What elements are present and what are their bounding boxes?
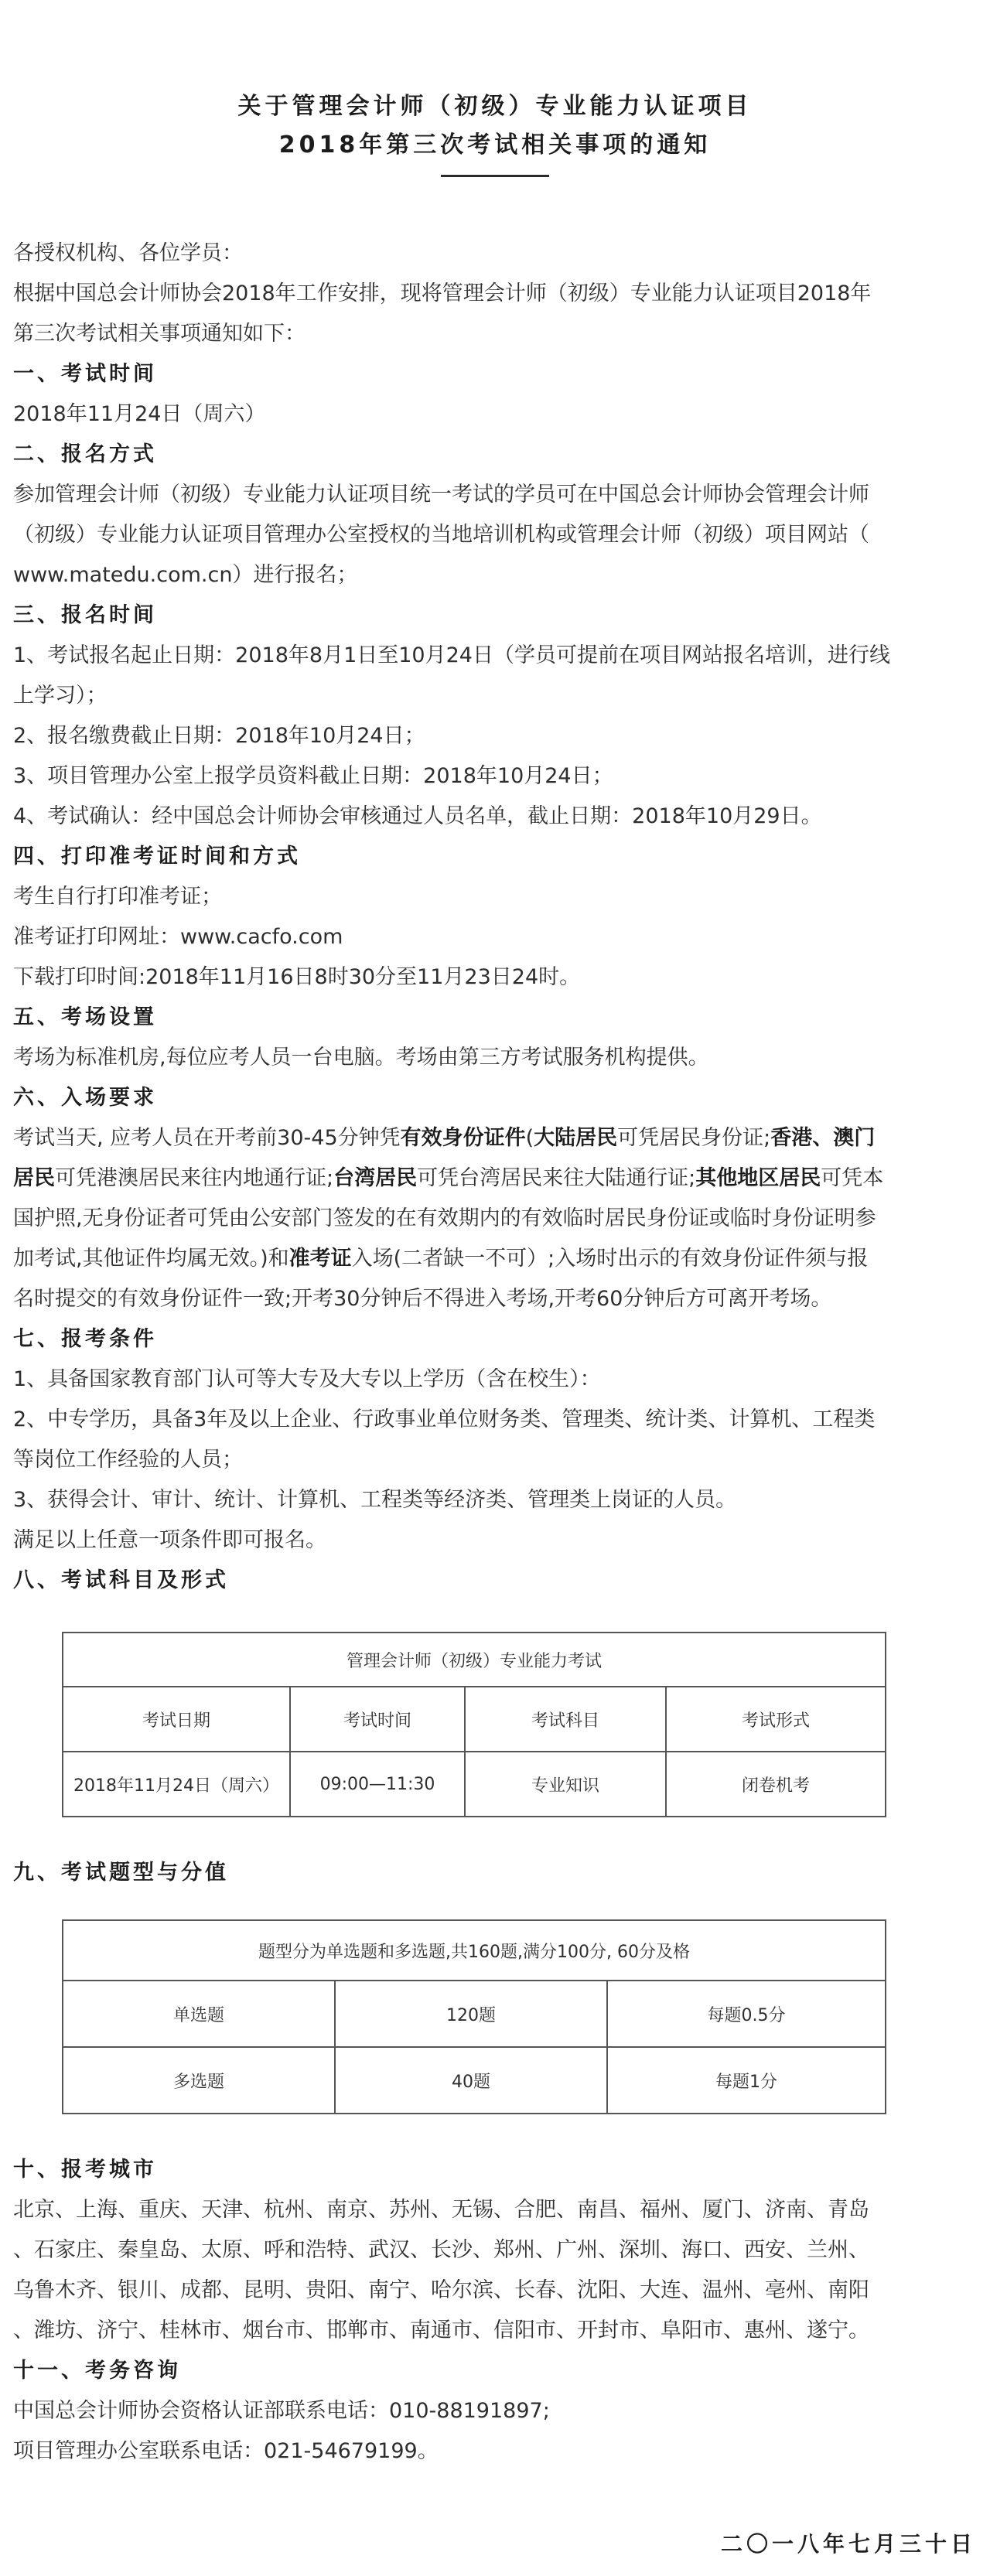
exam-cities-line-3: 乌鲁木齐、银川、成都、昆明、贵阳、南宁、哈尔滨、长春、沈阳、大连、温州、亳州、南阳	[13, 2278, 869, 2302]
section-4-heading: 四、打印准考证时间和方式	[13, 844, 301, 868]
section-1-heading: 一、考试时间	[13, 362, 157, 386]
entry-requirement-line-5: 名时提交的有效身份证件一致;开考30分钟后不得进入考场,开考60分钟后方可离开考场。	[13, 1287, 832, 1311]
admission-print-2: 准考证打印网址：www.cacfo.com	[13, 925, 343, 949]
registration-item-1a: 1、考试报名起止日期：2018年8月1日至10月24日（学员可提前在项目网站报名培训，进行线	[13, 643, 890, 667]
registration-item-1b: 上学习）；	[13, 684, 108, 708]
section-10-heading: 十、报考城市	[13, 2158, 157, 2182]
table-cell: 闭卷机考	[666, 1752, 886, 1817]
registration-method-2: （初级）专业能力认证项目管理办公室授权的当地培训机构或管理会计师（初级）项目网站（	[13, 523, 869, 547]
admission-print-1: 考生自行打印准考证；	[13, 885, 222, 909]
registration-method-1: 参加管理会计师（初级）专业能力认证项目统一考试的学员可在中国总会计师协会管理会计师	[13, 483, 869, 507]
exam-subject-table	[62, 1632, 886, 1817]
table-cell: 120题	[335, 1981, 607, 2047]
exam-cities-line-4: 、潍坊、济宁、桂林市、烟台市、邯郸市、南通市、信阳市、开封市、阜阳市、惠州、遂宁。	[13, 2318, 869, 2342]
table-cell: 专业知识	[465, 1752, 666, 1817]
registration-item-3: 3、项目管理办公室上报学员资料截止日期：2018年10月24日；	[13, 764, 613, 788]
section-7-heading: 七、报考条件	[13, 1327, 157, 1351]
salutation: 各授权机构、各位学员：	[13, 241, 243, 265]
exam-cities-line-1: 北京、上海、重庆、天津、杭州、南京、苏州、无锡、合肥、南昌、福州、厦门、济南、青岛	[13, 2198, 869, 2222]
table-header-cell: 考试形式	[666, 1687, 886, 1752]
table-header-cell: 考试时间	[290, 1687, 465, 1752]
section-6-heading: 六、入场要求	[13, 1086, 157, 1110]
table-header-cell: 考试日期	[63, 1687, 290, 1752]
title-line-2: 2018年第三次考试相关事项的通知	[278, 131, 712, 159]
question-type-table	[62, 1919, 886, 2114]
eligibility-item-2a: 2、中专学历，具备3年及以上企业、行政事业单位财务类、管理类、统计类、计算机、工程类	[13, 1407, 876, 1431]
exam-date-text: 2018年11月24日（周六）	[13, 402, 266, 426]
entry-requirement-line-1: 考试当天, 应考人员在开考前30-45分钟凭有效身份证件(大陆居民可凭居民身份证;香港、澳门	[13, 1126, 876, 1150]
table-cell: 40题	[335, 2047, 607, 2114]
section-8-heading: 八、考试科目及形式	[13, 1568, 229, 1592]
registration-item-2: 2、报名缴费截止日期：2018年10月24日；	[13, 724, 425, 748]
section-3-heading: 三、报名时间	[13, 603, 157, 627]
entry-requirement-line-4: 加考试,其他证件均属无效。)和准考证入场(二者缺一不可）;入场时出示的有效身份证件须与报	[13, 1247, 869, 1271]
admission-print-3: 下载打印时间:2018年11月16日8时30分至11月23日24时。	[13, 965, 581, 989]
eligibility-item-1: 1、具备国家教育部门认可等大专及大专以上学历（含在校生）：	[13, 1367, 601, 1391]
contact-phone-1: 中国总会计师协会资格认证部联系电话：010-88191897;	[13, 2399, 550, 2423]
signature-date: 二〇一八年七月三十日	[720, 2531, 976, 2557]
table-cell: 每题0.5分	[607, 1981, 886, 2047]
section-5-heading: 五、考场设置	[13, 1005, 157, 1029]
table-cell: 单选题	[63, 1981, 335, 2047]
question-type-table-caption: 题型分为单选题和多选题,共160题,满分100分, 60分及格	[63, 1920, 886, 1981]
contact-phone-2: 项目管理办公室联系电话：021-54679199。	[13, 2439, 439, 2463]
entry-requirement-line-3: 国护照,无身份证者可凭由公安部门签发的在有效期内的有效临时居民身份证或临时身份证明参	[13, 1206, 876, 1230]
title-divider	[441, 175, 549, 177]
registration-method-3: www.matedu.com.cn）进行报名；	[13, 563, 358, 587]
table-cell: 2018年11月24日（周六）	[63, 1752, 290, 1817]
section-11-heading: 十一、考务咨询	[13, 2359, 181, 2383]
section-2-heading: 二、报名方式	[13, 442, 157, 466]
exam-cities-line-2: 、石家庄、秦皇岛、太原、呼和浩特、武汉、长沙、郑州、广州、深圳、海口、西安、兰州、	[13, 2238, 869, 2262]
table-cell: 09:00—11:30	[290, 1752, 465, 1817]
eligibility-note: 满足以上任意一项条件即可报名。	[13, 1528, 326, 1552]
table-header-cell: 考试科目	[465, 1687, 666, 1752]
eligibility-item-3: 3、获得会计、审计、统计、计算机、工程类等经济类、管理类上岗证的人员。	[13, 1488, 737, 1512]
exam-subject-table-caption: 管理会计师（初级）专业能力考试	[63, 1633, 886, 1687]
table-cell: 每题1分	[607, 2047, 886, 2114]
title-line-1: 关于管理会计师（初级）专业能力认证项目	[237, 93, 753, 120]
entry-requirement-line-2: 居民可凭港澳居民来往内地通行证;台湾居民可凭台湾居民来往大陆通行证;其他地区居民可凭本	[13, 1166, 884, 1190]
table-cell: 多选题	[63, 2047, 335, 2114]
exam-venue-text: 考场为标准机房,每位应考人员一台电脑。考场由第三方考试服务机构提供。	[13, 1046, 709, 1070]
eligibility-item-2b: 等岗位工作经验的人员；	[13, 1448, 243, 1472]
section-9-heading: 九、考试题型与分值	[13, 1861, 229, 1885]
intro-text-1: 根据中国总会计师协会2018年工作安排，现将管理会计师（初级）专业能力认证项目2018年	[13, 281, 872, 305]
intro-text-2: 第三次考试相关事项通知如下：	[13, 322, 306, 346]
registration-item-4: 4、考试确认：经中国总会计师协会审核通过人员名单，截止日期：2018年10月29日。	[13, 804, 822, 828]
